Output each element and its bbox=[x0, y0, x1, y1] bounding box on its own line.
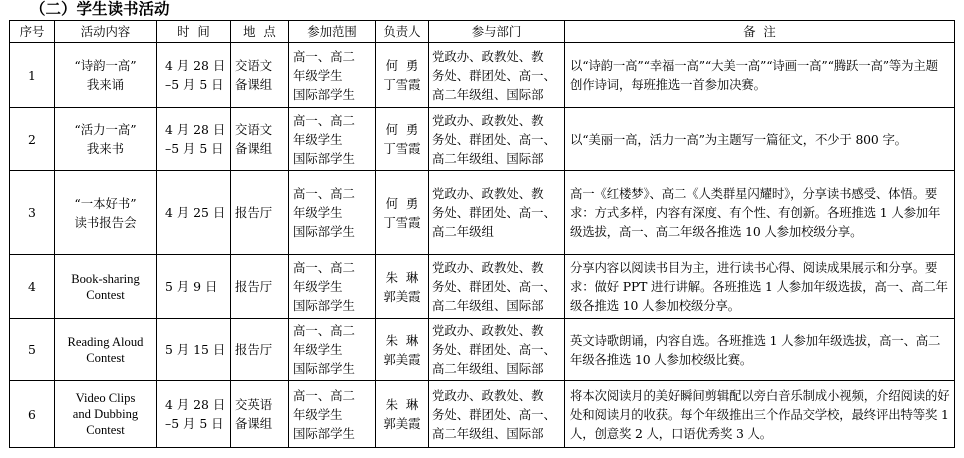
activity-place-line: 交语文 bbox=[235, 122, 273, 137]
activity-content bbox=[55, 108, 157, 171]
person-in-charge-line: 朱 琳 bbox=[385, 397, 419, 412]
col-header-scope: 参加范围 bbox=[289, 21, 376, 43]
person-in-charge-line: 丁雪霞 bbox=[383, 77, 421, 92]
person-in-charge-line: 丁雪霞 bbox=[383, 214, 421, 230]
activity-place-line: 备课组 bbox=[235, 141, 273, 156]
participating-departments-line: 党政办、政教处、教 bbox=[432, 323, 544, 338]
table-row bbox=[10, 319, 955, 381]
person-in-charge-line: 何 勇 bbox=[385, 195, 419, 211]
person-in-charge bbox=[376, 381, 429, 448]
activity-time bbox=[157, 108, 231, 171]
person-in-charge-line: 郭美霞 bbox=[383, 351, 421, 367]
col-header-time: 时 间 bbox=[157, 21, 231, 43]
participant-scope-line: 国际部学生 bbox=[293, 425, 355, 441]
participant-scope bbox=[289, 43, 376, 108]
person-in-charge-line: 朱 琳 bbox=[385, 269, 419, 285]
person-in-charge-line: 丁雪霞 bbox=[383, 141, 421, 156]
person-in-charge bbox=[376, 43, 429, 108]
activity-time bbox=[157, 171, 231, 255]
activity-content-line: Contest bbox=[86, 287, 125, 302]
participating-departments-line: 党政办、政教处、教 bbox=[432, 48, 544, 64]
activity-content-line: 我来诵 bbox=[86, 77, 125, 92]
col-header-remark: 备 注 bbox=[565, 21, 955, 43]
col-header-no: 序号 bbox=[10, 21, 55, 43]
participant-scope-line: 高一、高二 bbox=[293, 387, 355, 403]
activity-place-line: 备课组 bbox=[235, 416, 273, 431]
participant-scope-line: 高一、高二 bbox=[293, 112, 355, 128]
participating-departments bbox=[429, 255, 565, 319]
participant-scope-line: 高一、高二 bbox=[293, 48, 355, 64]
activity-content-line: Video Clips bbox=[75, 391, 136, 405]
activity-content-line: and Dubbing bbox=[72, 407, 139, 421]
activity-place-line: 备课组 bbox=[235, 77, 273, 92]
activity-content-line: “诗韵一高” bbox=[74, 58, 137, 73]
remarks-text: 以“美丽一高，活力一高”为主题写一篇征文，不少于 800 字。 bbox=[570, 131, 907, 147]
participating-departments-line: 高二年级组、国际部 bbox=[432, 150, 544, 166]
participant-scope-line: 国际部学生 bbox=[293, 224, 355, 239]
row-number: 5 bbox=[10, 319, 55, 381]
table-row bbox=[10, 43, 955, 108]
activity-time bbox=[157, 381, 231, 448]
participating-departments-line: 党政办、政教处、教 bbox=[432, 112, 544, 128]
participant-scope-line: 年级学生 bbox=[293, 342, 343, 357]
activity-content-line: “活力一高” bbox=[74, 122, 137, 137]
col-header-leader: 负责人 bbox=[376, 21, 429, 43]
table-row bbox=[10, 171, 955, 255]
row-number: 1 bbox=[10, 43, 55, 108]
header-row bbox=[10, 21, 955, 43]
col-header-dept: 参与部门 bbox=[429, 21, 565, 43]
remarks-text: 分享内容以阅读书目为主，进行读书心得、阅读成果展示和分享。要求：做好 PPT 进行讲解。各班推选 1 人参加年级选拔，高一、高二年级各推选 10 人参加校级分享。 bbox=[570, 260, 948, 313]
participating-departments-line: 务处、群团处、高一、 bbox=[432, 342, 556, 357]
activity-content bbox=[55, 381, 157, 448]
remarks-text: 将本次阅读月的美好瞬间剪辑配以旁白音乐制成小视频，介绍阅读的好处和阅读月的收获。每个年级推出三个作品交学校，最终评出特等奖 1 人，创意奖 2 人，口语优秀奖 3 人。 bbox=[570, 387, 950, 441]
participant-scope bbox=[289, 108, 376, 171]
person-in-charge bbox=[376, 319, 429, 381]
activity-content-line: Contest bbox=[86, 350, 125, 365]
participating-departments bbox=[429, 43, 565, 108]
remarks bbox=[565, 381, 955, 448]
activity-place bbox=[231, 43, 289, 108]
row-number: 3 bbox=[10, 171, 55, 255]
participating-departments-line: 高二年级组、国际部 bbox=[432, 298, 544, 313]
activity-time bbox=[157, 319, 231, 381]
person-in-charge-line: 郭美霞 bbox=[383, 288, 421, 304]
person-in-charge-line: 郭美霞 bbox=[383, 416, 421, 431]
participant-scope-line: 国际部学生 bbox=[293, 361, 355, 376]
activity-table bbox=[9, 20, 955, 448]
activity-time-line: 5 月 15 日 bbox=[165, 342, 226, 357]
activity-content bbox=[55, 319, 157, 381]
participating-departments bbox=[429, 171, 565, 255]
remarks bbox=[565, 319, 955, 381]
activity-place bbox=[231, 319, 289, 381]
row-number: 4 bbox=[10, 255, 55, 319]
person-in-charge bbox=[376, 255, 429, 319]
activity-content bbox=[55, 43, 157, 108]
person-in-charge-line: 朱 琳 bbox=[385, 332, 419, 348]
activity-time-line: –5 月 5 日 bbox=[165, 416, 224, 431]
activity-place-line: 报告厅 bbox=[235, 342, 273, 357]
activity-time-line: 4 月 25 日 bbox=[165, 205, 226, 220]
section-heading: （二）学生读书活动 bbox=[30, 0, 170, 18]
activity-content-line: “一本好书” bbox=[74, 195, 137, 211]
participant-scope-line: 年级学生 bbox=[293, 67, 343, 83]
participant-scope bbox=[289, 319, 376, 381]
activity-place-line: 报告厅 bbox=[235, 279, 273, 294]
activity-time-line: –5 月 5 日 bbox=[165, 77, 224, 92]
remarks bbox=[565, 255, 955, 319]
person-in-charge bbox=[376, 108, 429, 171]
remarks-text: 高一《红楼梦》、高二《人类群星闪耀时》，分享读书感受、体悟。要求：方式多样，内容有深度、有个性、有创新。各班推选 1 人参加年级选拔，高一、高二年级各推选 10 人参加校级分享。 bbox=[570, 186, 941, 239]
participant-scope bbox=[289, 171, 376, 255]
participant-scope-line: 国际部学生 bbox=[293, 86, 355, 102]
participant-scope bbox=[289, 381, 376, 448]
activity-place bbox=[231, 171, 289, 255]
remarks bbox=[565, 43, 955, 108]
participating-departments-line: 务处、群团处、高一、 bbox=[432, 67, 556, 83]
activity-content-line: 读书报告会 bbox=[74, 214, 137, 230]
remarks-text: 英文诗歌朗诵，内容自选。各班推选 1 人参加年级选拔，高一、高二年级各推选 10 人参加校级比赛。 bbox=[570, 332, 941, 367]
activity-content-line: Reading Aloud bbox=[67, 334, 144, 349]
remarks bbox=[565, 108, 955, 171]
participant-scope-line: 年级学生 bbox=[293, 205, 343, 220]
participant-scope-line: 高一、高二 bbox=[293, 260, 355, 275]
participating-departments-line: 高二年级组、国际部 bbox=[432, 425, 544, 441]
participating-departments-line: 高二年级组、国际部 bbox=[432, 86, 544, 102]
activity-content-line: Book-sharing bbox=[71, 271, 140, 286]
participating-departments-line: 务处、群团处、高一、 bbox=[432, 279, 556, 294]
activity-place bbox=[231, 108, 289, 171]
remarks-text: 以“诗韵一高”“幸福一高”“大美一高”“诗画一高”“腾跃一高”等为主题创作诗词，每班推选一首参加决赛。 bbox=[570, 58, 938, 92]
activity-content bbox=[55, 171, 157, 255]
participating-departments-line: 高二年级组 bbox=[432, 224, 494, 239]
remarks bbox=[565, 171, 955, 255]
participant-scope-line: 年级学生 bbox=[293, 279, 343, 294]
participating-departments bbox=[429, 381, 565, 448]
table-row bbox=[10, 108, 955, 171]
participant-scope-line: 年级学生 bbox=[293, 131, 343, 147]
activity-content-line: 我来书 bbox=[86, 141, 125, 156]
activity-place-line: 交英语 bbox=[235, 397, 273, 412]
participant-scope-line: 年级学生 bbox=[293, 406, 343, 422]
participating-departments-line: 党政办、政教处、教 bbox=[432, 186, 544, 201]
activity-content bbox=[55, 255, 157, 319]
col-header-place: 地 点 bbox=[231, 21, 289, 43]
participant-scope-line: 国际部学生 bbox=[293, 298, 355, 313]
activity-place bbox=[231, 255, 289, 319]
row-number: 2 bbox=[10, 108, 55, 171]
activity-time-line: 4 月 28 日 bbox=[165, 122, 226, 137]
col-header-content: 活动内容 bbox=[55, 21, 157, 43]
activity-place-line: 交语文 bbox=[235, 58, 273, 73]
participating-departments-line: 务处、群团处、高一、 bbox=[432, 406, 556, 422]
participating-departments-line: 党政办、政教处、教 bbox=[432, 387, 544, 403]
participating-departments-line: 务处、群团处、高一、 bbox=[432, 131, 556, 147]
activity-time-line: –5 月 5 日 bbox=[165, 141, 224, 156]
person-in-charge-line: 何 勇 bbox=[385, 122, 419, 137]
person-in-charge-line: 何 勇 bbox=[385, 58, 419, 73]
participant-scope-line: 高一、高二 bbox=[293, 323, 355, 338]
participating-departments bbox=[429, 319, 565, 381]
participant-scope-line: 高一、高二 bbox=[293, 186, 355, 201]
activity-place-line: 报告厅 bbox=[235, 205, 273, 220]
participating-departments-line: 党政办、政教处、教 bbox=[432, 260, 544, 275]
participating-departments-line: 务处、群团处、高一、 bbox=[432, 205, 556, 220]
activity-time bbox=[157, 43, 231, 108]
activity-time-line: 5 月 9 日 bbox=[165, 279, 218, 294]
activity-content-line: Contest bbox=[86, 423, 125, 437]
activity-place bbox=[231, 381, 289, 448]
table-row bbox=[10, 255, 955, 319]
table-row bbox=[10, 381, 955, 448]
participant-scope bbox=[289, 255, 376, 319]
row-number: 6 bbox=[10, 381, 55, 448]
participating-departments-line: 高二年级组、国际部 bbox=[432, 361, 544, 376]
participating-departments bbox=[429, 108, 565, 171]
person-in-charge bbox=[376, 171, 429, 255]
activity-time-line: 4 月 28 日 bbox=[165, 397, 226, 412]
activity-time-line: 4 月 28 日 bbox=[165, 58, 226, 73]
participant-scope-line: 国际部学生 bbox=[293, 150, 355, 166]
activity-time bbox=[157, 255, 231, 319]
